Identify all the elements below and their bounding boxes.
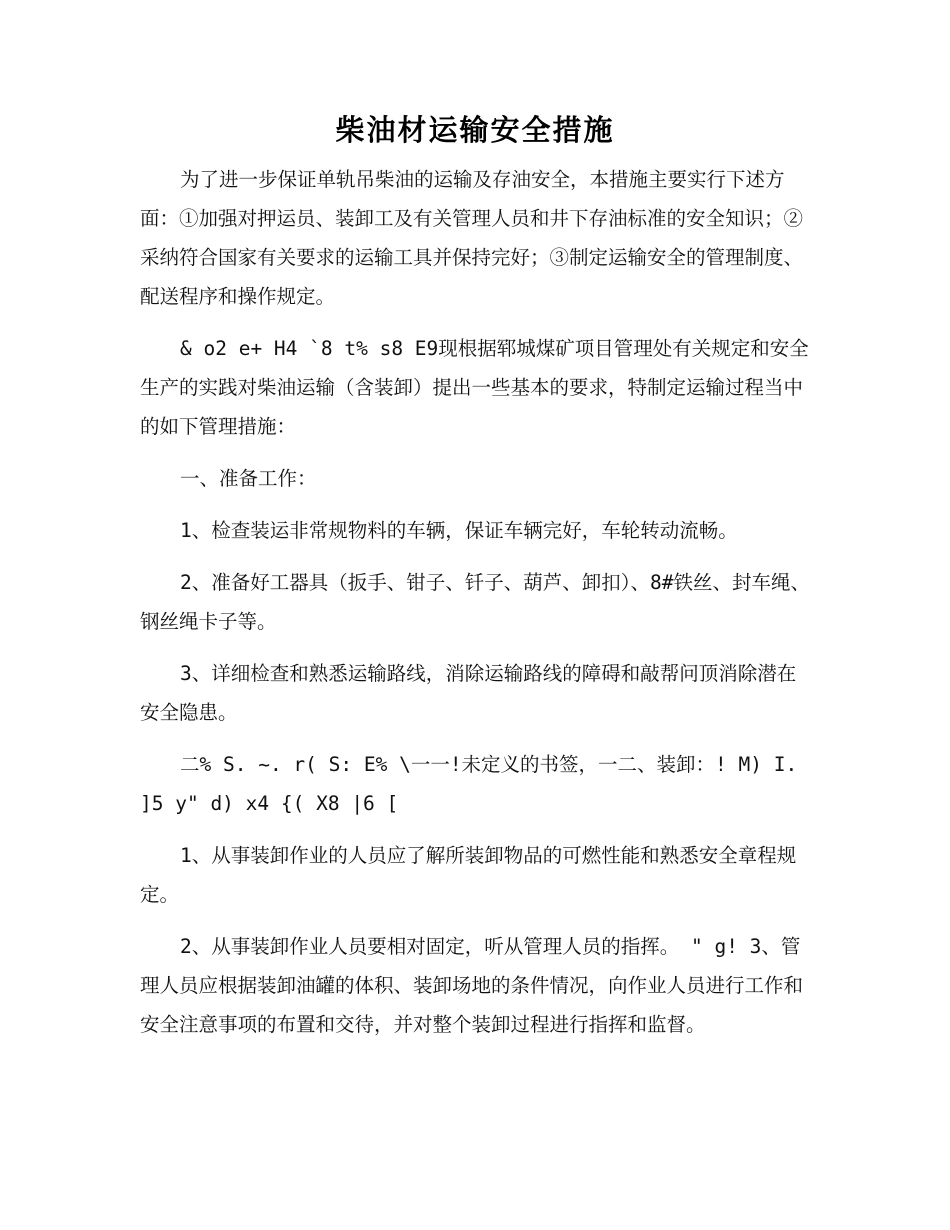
list-item-prep-2: 2、准备好工器具（扳手、钳子、钎子、葫芦、卸扣）、8#铁丝、封车绳、钢丝绳卡子等。	[140, 571, 810, 633]
document-title: 柴油材运输安全措施	[335, 113, 615, 147]
list-item-loading-2-3: 2、从事装卸作业人员要相对固定，听从管理人员的指挥。 " g! 3、管理人员应根据装卸油罐的体积、装卸场地的条件情况，向作业人员进行工作和安全注意事项的布置和交待，并对整个装卸过程进行指挥和监督。	[140, 935, 804, 1036]
paragraph-basis: & o2 e+ H4 `8 t% s8 E9现根据郓城煤矿项目管理处有关规定和安全生产的实践对柴油运输（含装卸）提出一些基本的要求，特制定运输过程当中的如下管理措施：	[140, 337, 809, 438]
paragraph-intro: 为了进一步保证单轨吊柴油的运输及存油安全，本措施主要实行下述方面：①加强对押运员、装卸工及有关管理人员和井下存油标准的安全知识；②采纳符合国家有关要求的运输工具并保持完好；③制定运输安全的管理制度、配送程序和操作规定。	[140, 168, 804, 308]
section-heading-loading: 二% S. ~. r( S: E% \一一!未定义的书签，一二、装卸：! M) I. ]5 y" d) x4 {( X8 |6 [	[140, 753, 798, 815]
list-item-prep-1: 1、检查装运非常规物料的车辆，保证车辆完好，车轮转动流畅。	[180, 519, 738, 542]
section-heading-preparation: 一、准备工作：	[180, 467, 317, 490]
list-item-loading-1: 1、从事装卸作业的人员应了解所装卸物品的可燃性能和熟悉安全章程规定。	[140, 844, 797, 906]
list-item-prep-3: 3、详细检查和熟悉运输路线，消除运输路线的障碍和敲帮问顶消除潜在安全隐患。	[140, 662, 797, 724]
document-page	[140, 110, 810, 1044]
